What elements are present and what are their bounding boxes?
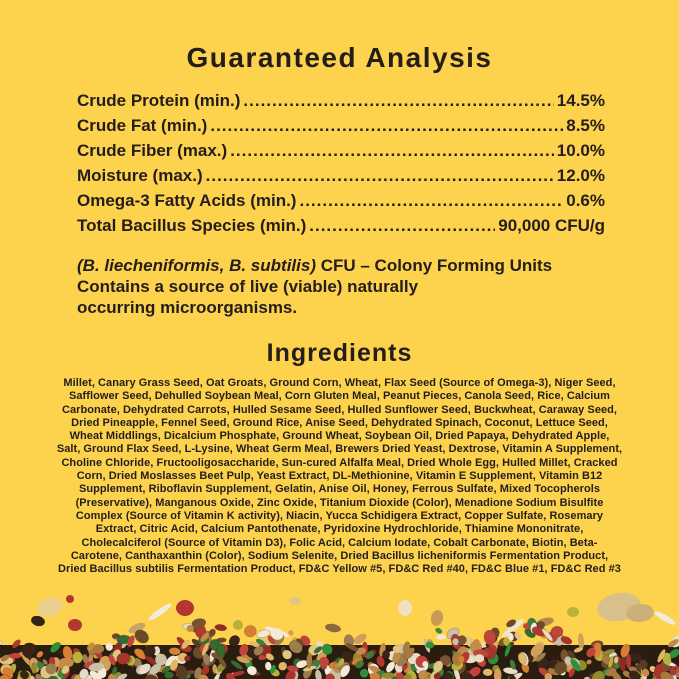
cfu-note-line1-rest: CFU – Colony Forming Units — [315, 256, 553, 275]
dotted-leader — [230, 141, 554, 161]
analysis-row-label: Crude Fiber (max.) — [77, 141, 228, 160]
cfu-note-line2: Contains a source of live (viable) naturally — [77, 277, 419, 296]
analysis-row — [77, 191, 605, 216]
analysis-row-value: 10.0% — [556, 141, 605, 160]
cfu-note-line1 — [77, 255, 609, 276]
guaranteed-analysis-title: Guaranteed Analysis — [186, 42, 493, 73]
analysis-row — [77, 91, 605, 116]
seed-mix-photo — [0, 583, 679, 679]
analysis-table — [77, 91, 605, 241]
dotted-leader — [243, 91, 553, 111]
analysis-row-label: Crude Protein (min.) — [77, 91, 241, 110]
analysis-row-value: 14.5% — [556, 91, 605, 110]
analysis-row-value: 8.5% — [566, 116, 605, 135]
bacteria-species-italic: (B. liecheniformis, B. subtilis) — [77, 256, 316, 275]
ingredients-title: Ingredients — [266, 339, 413, 367]
analysis-row — [77, 116, 605, 141]
dotted-leader — [210, 116, 563, 136]
ingredients-text: Millet, Canary Grass Seed, Oat Groats, Ground Corn, Wheat, Flax Seed (Source of Omega-3), Niger Seed, Safflower Seed, Dehulled Soybean Meal, Corn Gluten Meal, Peanut Pieces, Canola Seed, Rice, Calcium Carbonate, Dehydrated Carrots, Hulled Sesame Seed, Hulled Sunflower Seed, Buckwheat, Caraway Seed, Dried Pineapple, Fennel Seed, Ground Rice, Anise Seed, Dehydrated Spinach, Coconut, Lettuce Seed, Wheat Middlings, Dicalcium Phosphate, Ground Wheat, Soybean Oil, Dried Papaya, Dehydrated Apple, Salt, Ground Flax Seed, L-Lysine, Wheat Germ Meal, Brewers Dried Yeast, Dextrose, Vitamin A Supplement, Choline Chloride, Fructooligosaccharide, Sun-cured Alfalfa Meal, Dried Whole Egg, Hulled Millet, Cracked Corn, Dried Moslasses Beet Pulp, Yeast Extract, DL-Methionine, Vitamin E Supplement, Vitamin B12 Supplement, Riboflavin Supplement, Gelatin, Anise Oil, Honey, Ferrous Sulfate, Mixed Tocopherols (Preservative), Manganous Oxide, Zinc Oxide, Titanium Dioxide (Color), Menadione Sodium Bisulfite Complex (Source of Vitamin K activity), Niacin, Yucca Schidigera Extract, Copper Sulfate, Rosemary Extract, Citric Acid, Calcium Pantothenate, Pyridoxine Hydrochloride, Thiamine Mononitrate, Cholecalciferol (Source of Vitamin D3), Folic Acid, Calcium Iodate, Cobalt Carbonate, Biotin, Beta-Carotene, Canthaxanthin (Color), Sodium Selenite, Dried Bacillus licheniformis Fermentation Product, Dried Bacillus subtilis Fermentation Product, FD&C Yellow #5, FD&C Red #40, FD&C Blue #1, FD&C Red #3 — [56, 377, 623, 576]
analysis-row — [77, 166, 605, 191]
cfu-note-line3: occurring microorganisms. — [77, 298, 298, 317]
analysis-row — [77, 216, 605, 241]
analysis-row-value: 0.6% — [566, 191, 605, 210]
analysis-row — [77, 141, 605, 166]
analysis-row-label: Moisture (max.) — [77, 166, 203, 185]
analysis-row-value: 90,000 CFU/g — [498, 216, 605, 235]
analysis-row-label: Total Bacillus Species (min.) — [77, 216, 307, 235]
analysis-row-label: Omega-3 Fatty Acids (min.) — [77, 191, 297, 210]
dotted-leader — [206, 166, 554, 186]
analysis-row-value: 12.0% — [556, 166, 605, 185]
cfu-note — [77, 255, 609, 318]
dotted-leader — [309, 216, 495, 236]
dotted-leader — [299, 191, 563, 211]
analysis-row-label: Crude Fat (min.) — [77, 116, 208, 135]
